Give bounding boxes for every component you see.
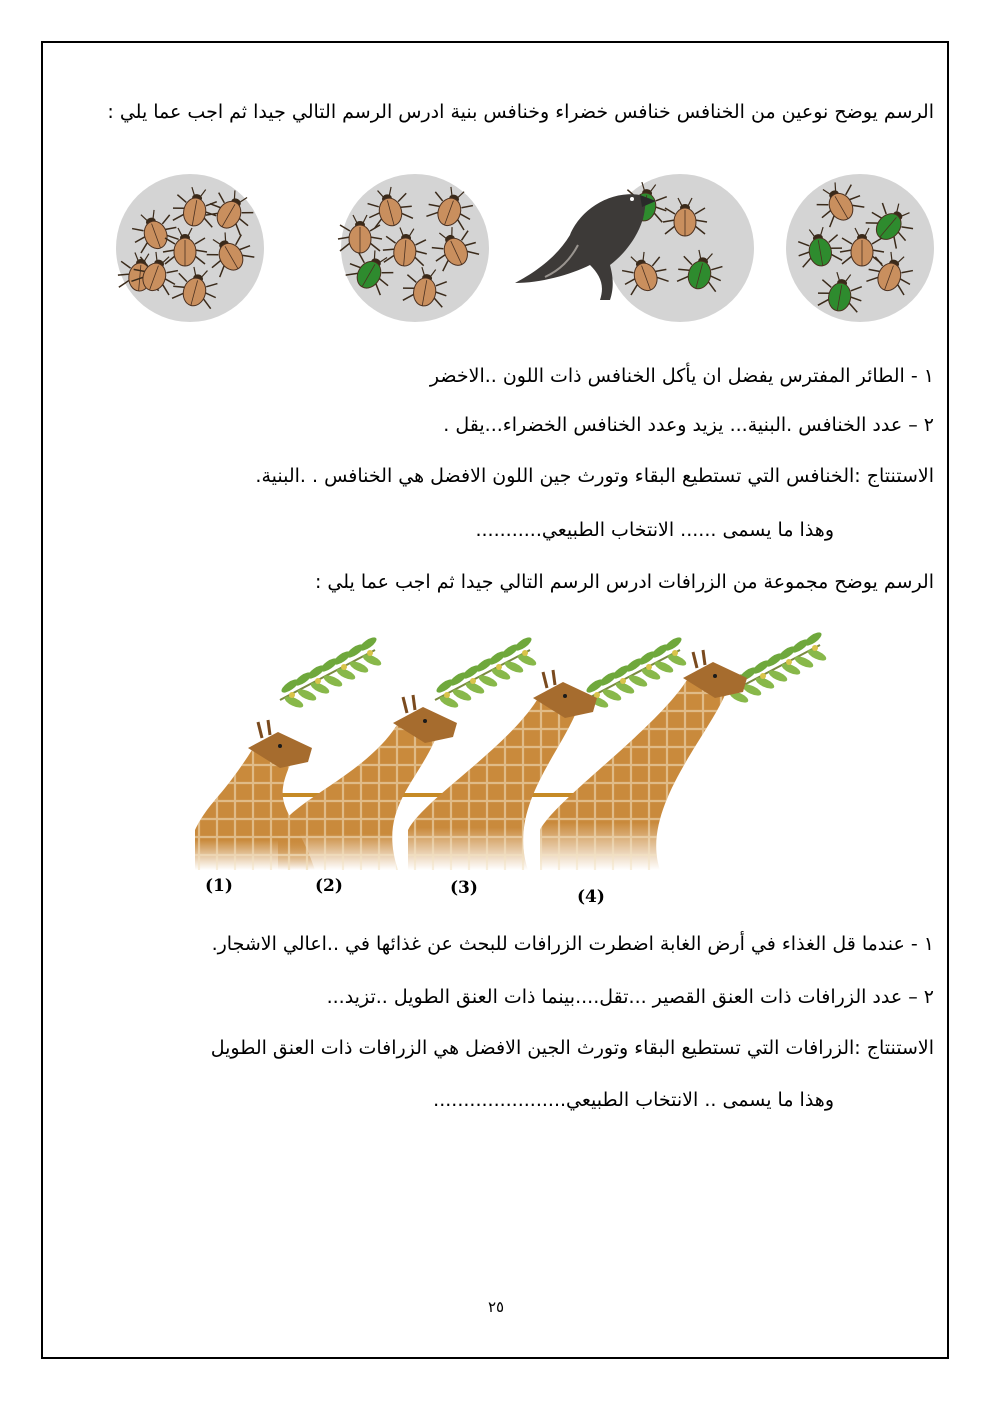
giraffe-label-4: (4) — [577, 887, 605, 907]
giraffe-label-1: (1) — [205, 876, 233, 896]
giraffe-answer-2: ٢ – عدد الزرافات ذات العنق القصير ...تقل....بينما ذات العنق الطويل ..تزيد... — [326, 986, 934, 1008]
giraffe-illustration — [190, 630, 840, 875]
leaf-branch — [435, 635, 538, 710]
giraffe-conclusion: الاستنتاج :الزرافات التي تستطيع البقاء وتورث الجين الافضل هي الزرافات ذات العنق الطويل — [210, 1037, 934, 1059]
leaf-branch — [280, 635, 383, 710]
giraffe-intro: الرسم يوضح مجموعة من الزرافات ادرس الرسم التالي جيدا ثم اجب عما يلي : — [314, 571, 934, 593]
beetle-naming: وهذا ما يسمى ...... الانتخاب الطبيعي........... — [475, 519, 834, 541]
giraffe-answer-1: ١ - عندما قل الغذاء في أرض الغابة اضطرت الزرافات للبحث عن غذائها في ..اعالي الاشجار. — [211, 933, 934, 955]
leaf-branch — [585, 635, 688, 710]
beetle-answer-2: ٢ – عدد الخنافس .البنية... يزيد وعدد الخنافس الخضراء...يقل . — [443, 414, 934, 436]
beetle-answer-1: ١ - الطائر المفترس يفضل ان يأكل الخنافس ذات اللون ..الاخضر — [429, 365, 934, 387]
beetle-conclusion: الاستنتاج :الخنافس التي تستطيع البقاء وتورث جين اللون الافضل هي الخنافس . .البنية. — [255, 465, 934, 487]
beetle-illustration — [100, 165, 940, 335]
giraffe-naming: وهذا ما يسمى .. الانتخاب الطبيعي...................... — [433, 1089, 834, 1111]
beetle-intro: الرسم يوضح نوعين من الخنافس خنافس خضراء وخنافس بنية ادرس الرسم التالي جيدا ثم اجب عما يلي : — [107, 101, 934, 123]
page-number: ٢٥ — [487, 1298, 505, 1316]
giraffe-label-3: (3) — [450, 878, 478, 898]
leaf-branch — [725, 630, 828, 705]
giraffe-label-2: (2) — [315, 876, 343, 896]
